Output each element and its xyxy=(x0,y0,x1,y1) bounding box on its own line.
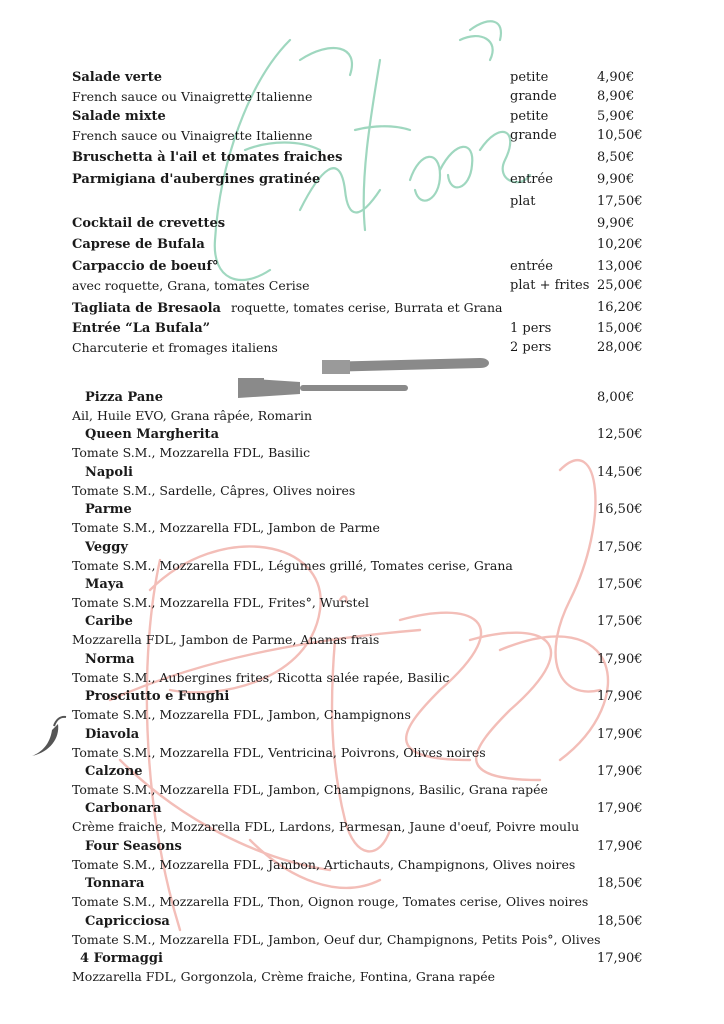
entree-size-option: grande xyxy=(510,89,557,104)
pizza-price: 16,50€ xyxy=(597,502,643,517)
pizza-price: 17,50€ xyxy=(597,540,643,555)
pizza-name: Caribe xyxy=(85,614,133,629)
pizza-price: 14,50€ xyxy=(597,465,643,480)
entree-name: Tagliata de Bresaola roquette, tomates cerise, Burrata et Grana xyxy=(72,300,503,316)
pizza-description: Crème fraiche, Mozzarella FDL, Lardons, Parmesan, Jaune d'oeuf, Poivre moulu xyxy=(72,819,580,834)
entree-size-option: 2 pers xyxy=(510,340,552,355)
pizza-price: 17,90€ xyxy=(597,839,643,854)
entree-price: 16,20€ xyxy=(597,300,643,315)
entree-price: 10,50€ xyxy=(597,128,643,143)
pizza-price: 17,50€ xyxy=(597,577,643,592)
pizza-description: Tomate S.M., Aubergines frites, Ricotta salée rapée, Basilic xyxy=(72,670,450,685)
pizza-price: 17,90€ xyxy=(597,689,643,704)
pizza-name: Capricciosa xyxy=(85,914,170,929)
entree-name: Bruschetta à l'ail et tomates fraiches xyxy=(72,150,343,165)
entree-name: Parmigiana d'aubergines gratinée xyxy=(72,172,321,187)
entree-description: Charcuterie et fromages italiens xyxy=(72,340,278,355)
entree-size-option: petite xyxy=(510,70,549,85)
pizza-name: Diavola xyxy=(85,727,140,742)
pizza-price: 17,90€ xyxy=(597,652,643,667)
pizza-name: Pizza Pane xyxy=(85,390,163,405)
pizza-description: Tomate S.M., Mozzarella FDL, Jambon, Artichauts, Champignons, Olives noires xyxy=(72,857,576,872)
entree-description: roquette, tomates cerise, Burrata et Grana xyxy=(230,300,503,315)
pizza-description: Tomate S.M., Mozzarella FDL, Jambon, Champignons xyxy=(72,707,411,722)
entree-description: French sauce ou Vinaigrette Italienne xyxy=(72,128,313,143)
entree-price: 9,90€ xyxy=(597,172,635,187)
entree-price: 5,90€ xyxy=(597,109,635,124)
entree-name: Salade verte xyxy=(72,70,163,85)
pizza-description: Mozzarella FDL, Gorgonzola, Crème fraiche, Fontina, Grana rapée xyxy=(72,969,496,984)
pizza-description: Tomate S.M., Mozzarella FDL, Frites°, Wurstel xyxy=(72,595,369,610)
pizza-description: Tomate S.M., Mozzarella FDL, Thon, Oignon rouge, Tomates cerise, Olives noires xyxy=(72,894,589,909)
entree-name: Caprese de Bufala xyxy=(72,237,205,252)
entree-price: 9,90€ xyxy=(597,216,635,231)
pizza-description: Tomate S.M., Mozzarella FDL, Jambon, Oeuf dur, Champignons, Petits Pois°, Olives xyxy=(72,932,601,947)
entree-price: 15,00€ xyxy=(597,321,643,336)
entree-name: Cocktail de crevettes xyxy=(72,216,226,231)
entree-price: 10,20€ xyxy=(597,237,643,252)
pizza-description: Mozzarella FDL, Jambon de Parme, Ananas frais xyxy=(72,632,380,647)
pizza-name: Prosciutto e Funghi xyxy=(85,689,230,704)
pizza-name: Napoli xyxy=(85,465,133,480)
pizza-description: Tomate S.M., Mozzarella FDL, Basilic xyxy=(72,445,311,460)
entree-name: Entrée “La Bufala” xyxy=(72,321,211,336)
entree-price: 8,90€ xyxy=(597,89,635,104)
entree-size-option: plat xyxy=(510,194,536,209)
pizza-price: 17,50€ xyxy=(597,614,643,629)
pizza-price: 12,50€ xyxy=(597,427,643,442)
pizza-price: 8,00€ xyxy=(597,390,635,405)
pizza-description: Tomate S.M., Mozzarella FDL, Jambon de Parme xyxy=(72,520,380,535)
entree-size-option: 1 pers xyxy=(510,321,552,336)
pizza-name: Four Seasons xyxy=(85,839,182,854)
pizza-description: Tomate S.M., Mozzarella FDL, Légumes grillé, Tomates cerise, Grana xyxy=(72,558,513,573)
pizza-name: Norma xyxy=(85,652,135,667)
pizza-description: Tomate S.M., Mozzarella FDL, Ventricina, Poivrons, Olives noires xyxy=(72,745,486,760)
pizza-name: Parme xyxy=(85,502,132,517)
entree-price: 17,50€ xyxy=(597,194,643,209)
pizza-price: 17,90€ xyxy=(597,764,643,779)
entree-size-option: petite xyxy=(510,109,549,124)
entree-price: 4,90€ xyxy=(597,70,635,85)
pizza-price: 17,90€ xyxy=(597,727,643,742)
pizza-name: Calzone xyxy=(85,764,143,779)
pizza-name: Tonnara xyxy=(85,876,145,891)
entree-price: 25,00€ xyxy=(597,278,643,293)
entree-description: avec roquette, Grana, tomates Cerise xyxy=(72,278,310,293)
entree-description: French sauce ou Vinaigrette Italienne xyxy=(72,89,313,104)
pizza-name: Maya xyxy=(85,577,124,592)
entree-size-option: entrée xyxy=(510,259,553,274)
entree-price: 13,00€ xyxy=(597,259,643,274)
pizza-price: 18,50€ xyxy=(597,914,643,929)
entree-size-option: plat + frites xyxy=(510,278,590,293)
pizza-price: 18,50€ xyxy=(597,876,643,891)
entree-name: Carpaccio de boeuf° xyxy=(72,259,219,274)
pizza-name: 4 Formaggi xyxy=(80,951,163,966)
pizza-description: Ail, Huile EVO, Grana râpée, Romarin xyxy=(72,408,313,423)
pizza-description: Tomate S.M., Mozzarella FDL, Jambon, Champignons, Basilic, Grana rapée xyxy=(72,782,548,797)
entree-size-option: entrée xyxy=(510,172,553,187)
entree-price: 8,50€ xyxy=(597,150,635,165)
entree-name: Salade mixte xyxy=(72,109,166,124)
pizza-name: Carbonara xyxy=(85,801,162,816)
entree-size-option: grande xyxy=(510,128,557,143)
pizza-price: 17,90€ xyxy=(597,801,643,816)
pizza-price: 17,90€ xyxy=(597,951,643,966)
pizza-name: Veggy xyxy=(85,540,128,555)
pizza-description: Tomate S.M., Sardelle, Câpres, Olives noires xyxy=(72,483,356,498)
entree-price: 28,00€ xyxy=(597,340,643,355)
pizza-name: Queen Margherita xyxy=(85,427,219,442)
